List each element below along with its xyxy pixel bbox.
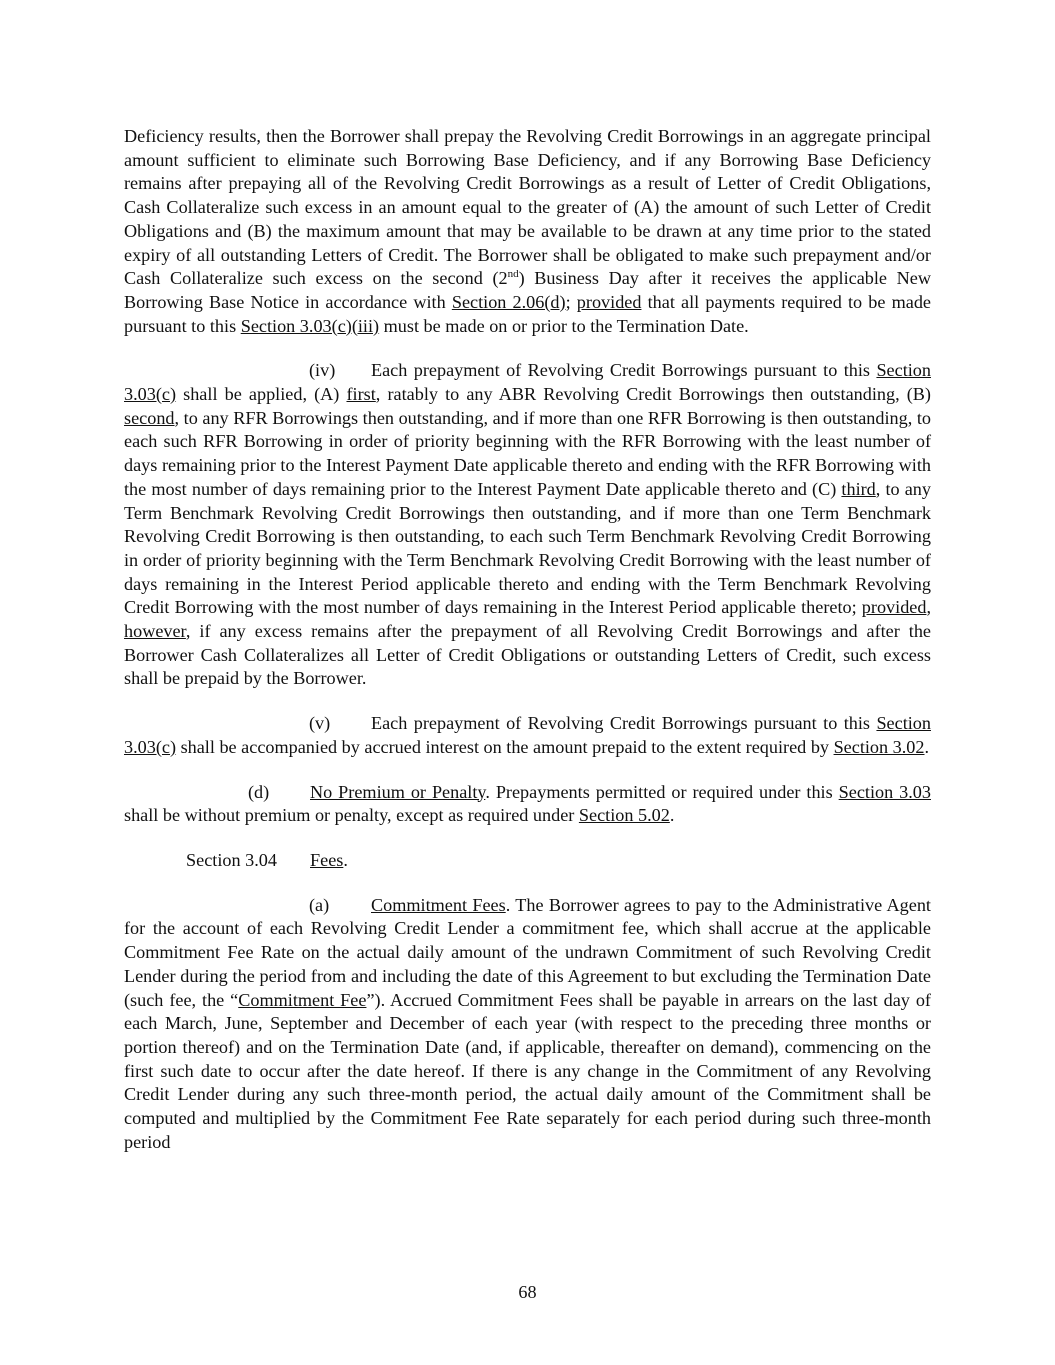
page-number: 68 (518, 1282, 537, 1302)
defined-term: Commitment Fee (238, 989, 367, 1010)
section-reference: Section 5.02 (578, 805, 670, 826)
clause-label: (d) (248, 781, 270, 802)
clause-heading: Commitment Fees (371, 894, 506, 915)
document-page (124, 125, 931, 1154)
section-number: Section 3.04 (186, 849, 277, 870)
order-term: first (346, 384, 376, 405)
proviso-term: provided (861, 597, 927, 618)
section-reference: Section 3.03(c) (124, 360, 931, 405)
section-reference: Section 3.03(c) (124, 713, 931, 757)
order-term: second (124, 407, 175, 428)
superscript-ordinal: nd (507, 268, 519, 281)
clause-label: (v) (309, 713, 331, 734)
proviso-term: provided (576, 291, 642, 312)
section-reference: Section 3.03 (838, 781, 931, 802)
proviso-term: however (124, 621, 186, 642)
paragraph-a-commitment-fees: (a) Commitment Fees. The Borrower agrees to pay to the Administrative Agent for the account of each Revolving Credit Lender a commitment fee, which shall accrue at the applicable Commitment Fee Rate on the actual daily amount of the undrawn Commitment of such Revolving Credit Lender during the period from and including the date of this Agreement to but excluding the Termination Date (such fee, the “Commitment Fee”). Accrued Commitment Fees shall be payable in arrears on the last day of each March, June, September and December of each year (with respect to the preceding three months or portion thereof) and on the Termination Date (and, if applicable, thereafter on demand), commencing on the first such date to occur after the date hereof. If there is any change in the Commitment of any Revolving Credit Lender during any such three-month period, the actual daily amount of the Commitment shall be computed and multiplied by the Commitment Fee Rate separately for each period during such three-month period (124, 894, 931, 1152)
section-reference: Section 3.03(c)(iii) (240, 315, 380, 336)
paragraph-borrowing-base-deficiency: Deficiency results, then the Borrower shall prepay the Revolving Credit Borrowings in an aggregate principal amount sufficient to eliminate such Borrowing Base Deficiency, and if any Borrowing Base Deficiency remains after prepaying all of the Revolving Credit Borrowings as a result of Letter of Credit Obligations, Cash Collateralize such excess in an amount equal to the greater of (A) the amount of such Letter of Credit Obligations and (B) the maximum amount that may be available to be drawn at any time prior to the stated expiry of all outstanding Letters of Credit. The Borrower shall be obligated to make such prepayment and/or Cash Collateralize such excess on the second (2nd) Business Day after it receives the applicable New Borrowing Base Notice in accordance with Section 2.06(d); provided that all payments required to be made pursuant to this Section 3.03(c)(iii) must be made on or prior to the Termination Date. (124, 126, 931, 336)
paragraph-v-accrued-interest: (v) Each prepayment of Revolving Credit Borrowings pursuant to this Section 3.03(c) shall be accompanied by accrued interest on the amount prepaid to the extent required by Section 3.02. (124, 713, 931, 757)
clause-heading: No Premium or Penalty (310, 781, 486, 802)
section-reference: Section 3.02 (833, 736, 925, 757)
section-title: Fees (310, 849, 344, 870)
clause-label: (iv) (309, 360, 336, 381)
section-heading-fees: Section 3.04 Fees. (124, 849, 931, 873)
section-reference: Section 2.06(d) (451, 291, 566, 312)
paragraph-iv-application-of-prepayments: (iv) Each prepayment of Revolving Credit Borrowings pursuant to this Section 3.03(c) shall be applied, (A) first, ratably to any ABR Revolving Credit Borrowings then outstanding, (B) second, to any RFR Borrowings then outstanding, and if more than one RFR Borrowing is then outstanding, to each such RFR Borrowing in order of priority beginning with the RFR Borrowing with the least number of days remaining prior to the Interest Payment Date applicable thereto and ending with the RFR Borrowing with the most number of days remaining prior to the Interest Payment Date applicable thereto and (C) third, to any Term Benchmark Revolving Credit Borrowings then outstanding, and if more than one Term Benchmark Revolving Credit Borrowing is then outstanding, to each such Term Benchmark Revolving Credit Borrowing in order of priority beginning with the Term Benchmark Revolving Credit Borrowing with the least number of days remaining in the Interest Period applicable thereto and ending with the Term Benchmark Revolving Credit Borrowing with the most number of days remaining in the Interest Period applicable thereto; provided, however, if any excess remains after the prepayment of all Revolving Credit Borrowings and after the Borrower Cash Collateralizes all Letter of Credit Obligations or outstanding Letters of Credit, such excess shall be prepaid by the Borrower. (124, 360, 931, 689)
clause-label: (a) (309, 894, 330, 915)
order-term: third (841, 478, 876, 499)
paragraph-d-no-premium: (d) No Premium or Penalty. Prepayments permitted or required under this Section 3.03 shall be without premium or penalty, except as required under Section 5.02. (124, 781, 931, 826)
